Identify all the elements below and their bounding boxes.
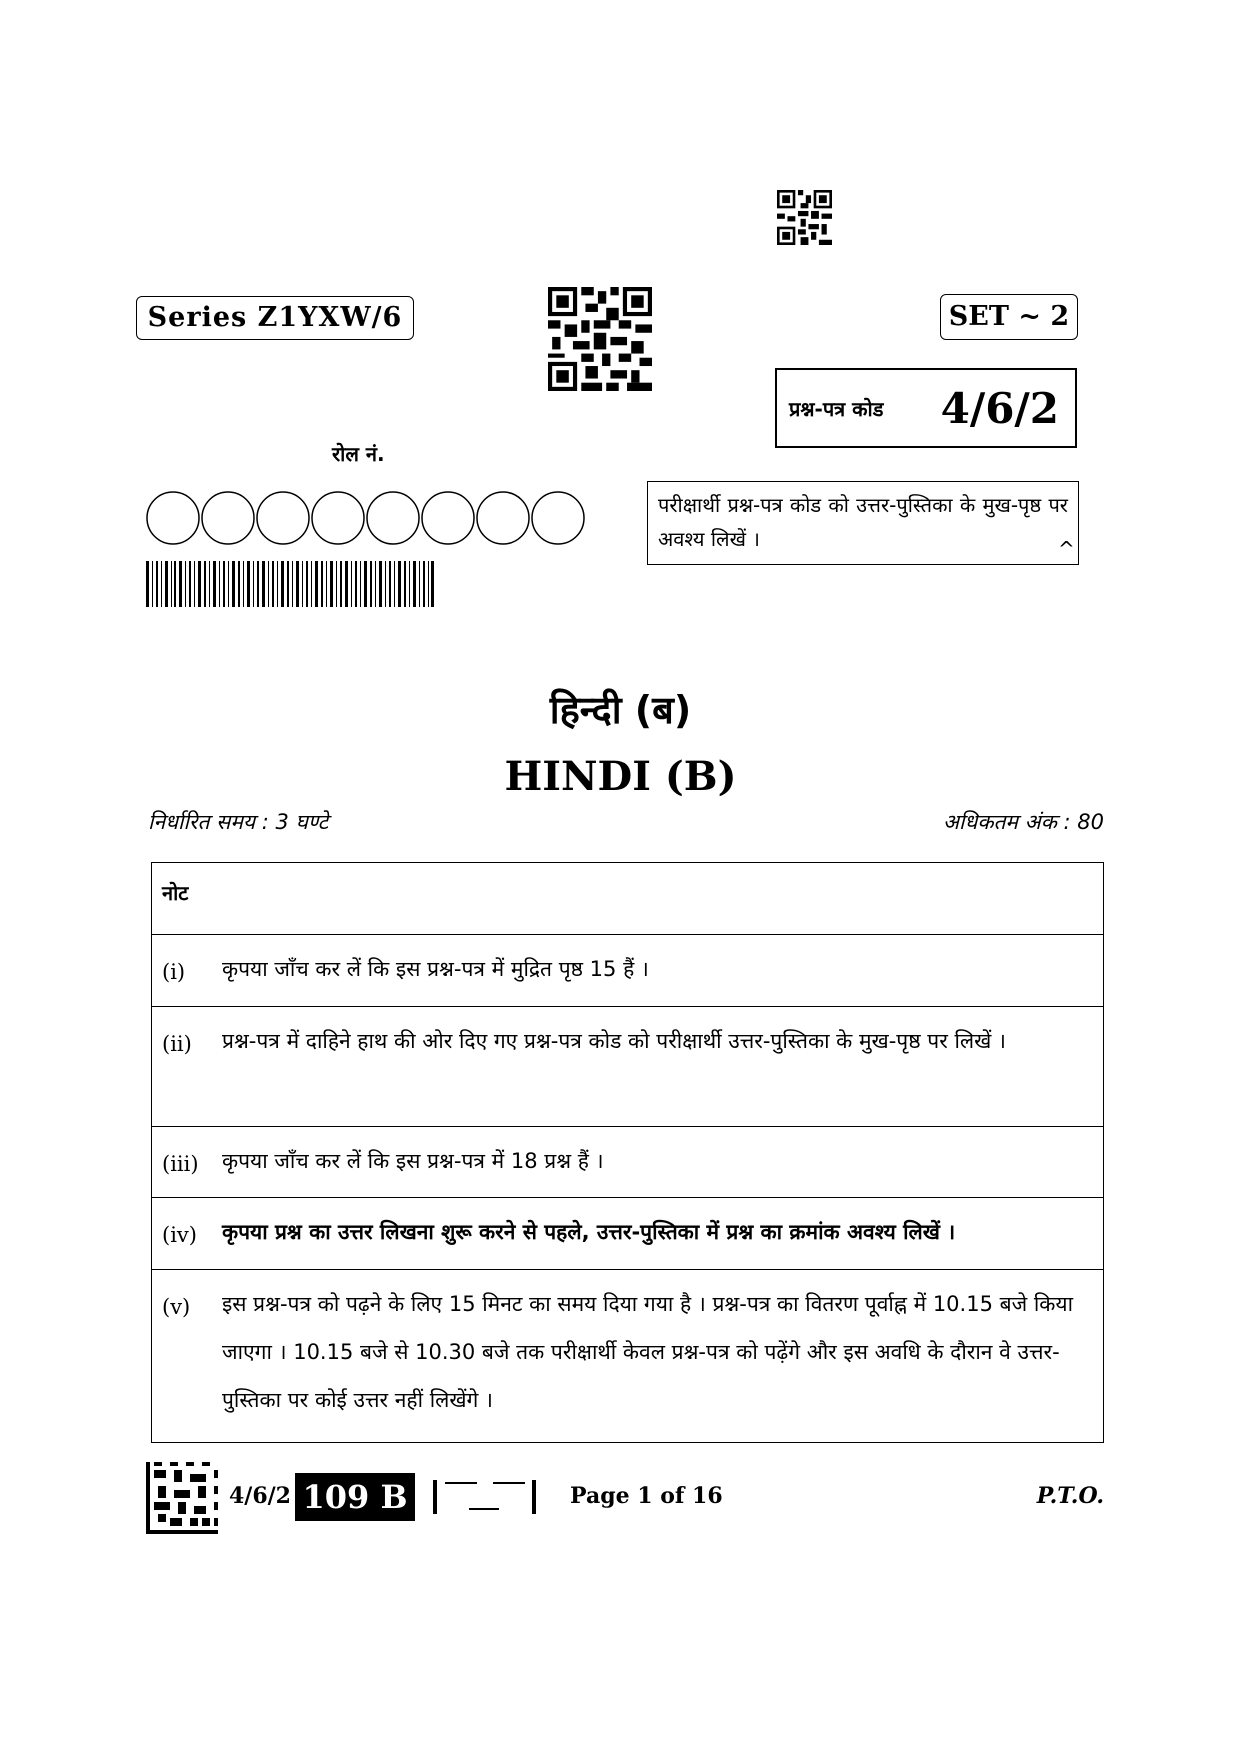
set-label: SET ~ 2 (940, 294, 1078, 340)
note-number: (i) (162, 960, 186, 984)
note-number: (iv) (162, 1223, 197, 1247)
note-text: इस प्रश्न-पत्र को पढ़ने के लिए 15 मिनट का समय दिया गया है । प्रश्न-पत्र का वितरण पूर्वाह्न में 10.15 बजे किया जाएगा । 10.15 बजे से 10.30 बजे तक परीक्षार्थी केवल प्रश्न-पत्र को पढ़ेंगे और इस अवधि के दौरान वे उत्तर-पुस्तिका पर कोई उत्तर नहीं लिखेंगे । (222, 1292, 1074, 1412)
note-heading: नोट (152, 863, 1103, 935)
roll-number-circles (146, 489, 588, 547)
barcode (146, 561, 434, 607)
note-row (152, 1198, 1103, 1270)
note-text: कृपया जाँच कर लें कि इस प्रश्न-पत्र में 18 प्रश्न हैं । (222, 1149, 604, 1173)
maximum-marks: अधिकतम अंक : 80 (942, 810, 1104, 834)
note-row (152, 935, 1103, 1007)
code-label: प्रश्न-पत्र कोड (789, 396, 884, 421)
note-row (152, 1127, 1103, 1198)
qr-code-main (548, 287, 652, 391)
qr-code-top (777, 190, 832, 245)
question-paper-code-box (775, 368, 1077, 448)
note-row (152, 1007, 1103, 1127)
note-number: (ii) (162, 1032, 192, 1056)
footer-badge: 109 B (295, 1473, 415, 1521)
caret-mark: ^ (1058, 537, 1075, 561)
footer-paper-code: 4/6/2 (229, 1483, 291, 1509)
note-table (151, 862, 1104, 1443)
time-allowed: निर्धारित समय : 3 घण्टे (148, 810, 329, 834)
note-row (152, 1270, 1103, 1442)
subject-title-english: HINDI (B) (504, 753, 737, 800)
note-number: (v) (162, 1295, 191, 1319)
instruction-box: परीक्षार्थी प्रश्न-पत्र कोड को उत्तर-पुस्तिका के मुख-पृष्ठ पर अवश्य लिखें । (647, 481, 1079, 565)
note-text: कृपया प्रश्न का उत्तर लिखना शुरू करने से पहले, उत्तर-पुस्तिका में प्रश्न का क्रमांक अवश्य लिखें । (222, 1220, 956, 1244)
note-text: कृपया जाँच कर लें कि इस प्रश्न-पत्र में मुद्रित पृष्ठ 15 हैं । (222, 957, 649, 981)
subject-title-hindi: हिन्दी (ब) (549, 688, 692, 732)
series-label: Series Z1YXW/6 (136, 296, 414, 340)
footer-marks (433, 1476, 538, 1518)
roll-number-label: रोल नं. (332, 442, 385, 466)
code-value: 4/6/2 (940, 383, 1059, 433)
datamatrix-code (146, 1462, 218, 1534)
note-number: (iii) (162, 1152, 199, 1176)
please-turn-over: P.T.O. (1036, 1483, 1104, 1509)
note-text: प्रश्न-पत्र में दाहिने हाथ की ओर दिए गए प्रश्न-पत्र कोड को परीक्षार्थी उत्तर-पुस्तिका के मुख-पृष्ठ पर लिखें । (222, 1029, 1006, 1053)
page-number: Page 1 of 16 (570, 1483, 723, 1509)
